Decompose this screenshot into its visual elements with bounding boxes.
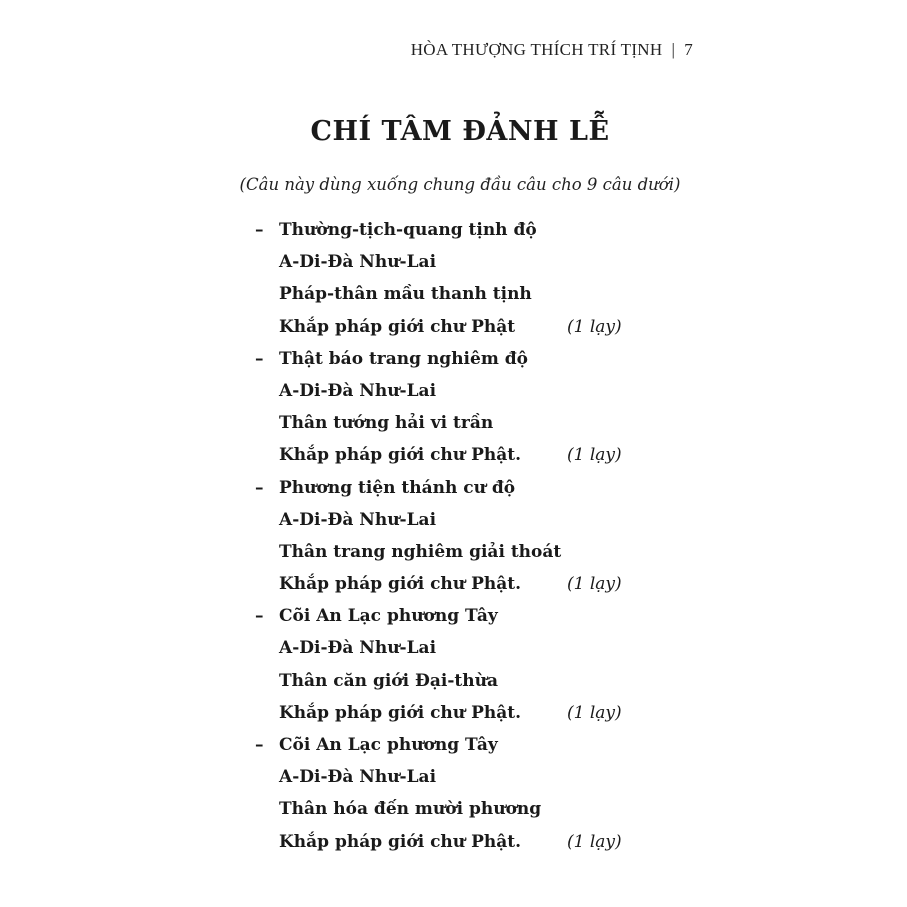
verse-line xyxy=(255,761,675,793)
bow-note: (1 lạy) xyxy=(567,702,622,723)
running-header xyxy=(411,40,693,60)
page-title: CHÍ TÂM ĐẢNH LỄ xyxy=(310,116,610,147)
bow-note: (1 lạy) xyxy=(567,574,622,595)
verse-text: Khắp pháp giới chư Phật. xyxy=(279,445,522,466)
verse-text: A-Di-Đà Như-Lai xyxy=(279,767,437,788)
verse-line xyxy=(255,665,675,697)
verse-line xyxy=(255,439,675,471)
verse-line xyxy=(255,793,675,825)
verse-line xyxy=(255,826,675,858)
subtitle-note: (Câu này dùng xuống chung đầu câu cho 9 câu dưới) xyxy=(239,175,681,194)
stanza-dash: – xyxy=(255,220,264,240)
verse-line xyxy=(255,600,675,632)
verse-text: A-Di-Đà Như-Lai xyxy=(279,380,437,401)
verse-text: Thật báo trang nghiêm độ xyxy=(279,348,528,369)
verse-text: Thân trang nghiêm giải thoát xyxy=(279,541,562,562)
verse-line xyxy=(255,214,675,246)
verse-text: A-Di-Đà Như-Lai xyxy=(279,509,437,530)
bow-note: (1 lạy) xyxy=(567,445,622,466)
verse-list xyxy=(255,214,675,858)
verse-line xyxy=(255,729,675,761)
verse-text: Cõi An Lạc phương Tây xyxy=(279,606,498,627)
bow-note: (1 lạy) xyxy=(567,831,622,852)
stanza-dash: – xyxy=(255,735,264,755)
verse-line xyxy=(255,343,675,375)
verse-line xyxy=(255,536,675,568)
verse-text: Thân hóa đến mười phương xyxy=(279,799,542,820)
verse-text: Khắp pháp giới chư Phật. xyxy=(279,574,522,595)
verse-line xyxy=(255,278,675,310)
verse-text: Khắp pháp giới chư Phật. xyxy=(279,831,522,852)
bow-note: (1 lạy) xyxy=(567,316,622,337)
verse-text: Pháp-thân mầu thanh tịnh xyxy=(279,284,532,305)
header-separator: | xyxy=(671,40,676,59)
verse-text: Khắp pháp giới chư Phật xyxy=(279,316,516,337)
verse-line xyxy=(255,407,675,439)
verse-text: Thân căn giới Đại-thừa xyxy=(279,670,498,691)
verse-line xyxy=(255,375,675,407)
verse-line xyxy=(255,311,675,343)
stanza-dash: – xyxy=(255,477,264,498)
stanza-dash: – xyxy=(255,606,264,627)
verse-text: A-Di-Đà Như-Lai xyxy=(279,638,437,659)
verse-text: Khắp pháp giới chư Phật. xyxy=(279,702,522,723)
running-title: HÒA THƯỢNG THÍCH TRÍ TỊNH xyxy=(410,40,663,59)
verse-line xyxy=(255,504,675,536)
verse-text: A-Di-Đà Như-Lai xyxy=(279,252,437,273)
verse-line xyxy=(255,568,675,600)
page-number: 7 xyxy=(684,40,693,59)
verse-line xyxy=(255,472,675,504)
verse-text: Phương tiện thánh cư độ xyxy=(279,477,516,498)
verse-line xyxy=(255,697,675,729)
verse-line xyxy=(255,246,675,278)
stanza-dash: – xyxy=(255,348,264,369)
verse-text: Thân tướng hải vi trần xyxy=(279,413,494,434)
verse-text: Thường-tịch-quang tịnh độ xyxy=(279,220,537,240)
verse-line xyxy=(255,632,675,664)
verse-text: Cõi An Lạc phương Tây xyxy=(279,735,498,755)
